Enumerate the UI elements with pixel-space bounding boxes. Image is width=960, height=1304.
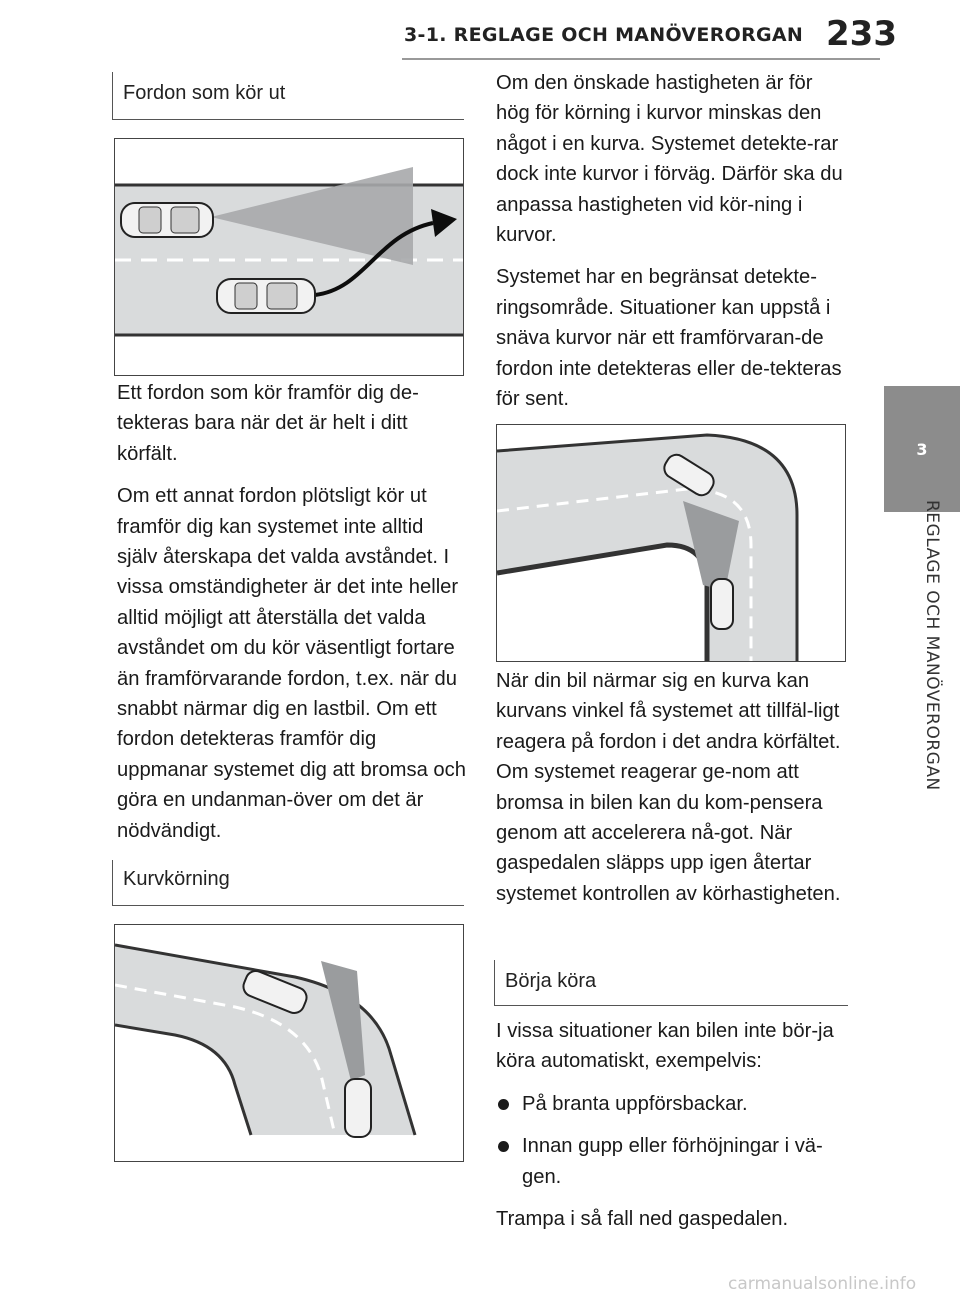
page-number: 233 — [826, 14, 897, 54]
figure-curve-1 — [114, 924, 464, 1162]
car-ahead-icon — [121, 203, 213, 237]
paragraph: I vissa situationer kan bilen inte bör-ja köra automatiskt, exempelvis: — [496, 1020, 834, 1073]
car-own-icon — [217, 279, 315, 313]
chapter-tab — [884, 386, 960, 512]
paragraph: Trampa i så fall ned gaspedalen. — [496, 1208, 789, 1231]
car-own-icon — [345, 1079, 371, 1137]
paragraph: Om ett annat fordon plötsligt kör ut framför dig kan systemet inte alltid själv återskapa det valda avståndet. I vissa omständigheter är det inte heller alltid möjligt att återställa det valda avståndet om du kör väsentligt fortare än framförvarande fordon, t.ex. när du snabbt närmar dig en lastbil. Om ett fordon detekteras framför dig uppmanar systemet dig att bromsa och göra en undanman-över om det är nödvändigt. — [117, 485, 466, 842]
section-title: 3-1. REGLAGE OCH MANÖVERORGAN — [404, 24, 804, 46]
heading-start: Börja köra — [494, 960, 848, 1006]
curve-illustration-1 — [115, 925, 463, 1161]
left-text-block-1 — [117, 378, 467, 858]
paragraph: Systemet har en begränsat detekte-ringsområde. Situationer kan uppstå i snäva kurvor när ett framförvaran-de fordon inte detekteras eller de-tekteras för sent. — [496, 266, 842, 411]
paragraph: När din bil närmar sig en kurva kan kurvans vinkel få systemet att tillfäl-ligt reagera på fordon i det andra körfältet. Om systemet reagerar ge-nom att bromsa in bilen kan du kom-pensera genom att accelerera nå-got. När gaspedalen släpps upp igen återtar systemet kontrollen av körhastigheten. — [496, 670, 841, 905]
curve-illustration-2 — [497, 425, 845, 661]
right-text-block-2 — [496, 666, 846, 921]
paragraph: Ett fordon som kör framför dig de-tekteras bara när det är helt i ditt körfält. — [117, 382, 419, 465]
bullet-item: På branta uppförsbackar. — [496, 1089, 846, 1119]
vehicle-leaving-illustration — [115, 139, 463, 375]
right-text-block-3 — [496, 1016, 846, 1246]
car-own-icon — [711, 579, 733, 629]
figure-curve-2 — [496, 424, 846, 662]
chapter-title: REGLAGE OCH MANÖVERORGAN — [922, 500, 942, 791]
figure-vehicle-leaving — [114, 138, 464, 376]
header-rule — [402, 58, 880, 60]
heading-curve: Kurvkörning — [112, 860, 464, 906]
paragraph: Om den önskade hastigheten är för hög för körning i kurvor minskas den något i en kurva. Systemet detekte-rar dock inte kurvor i förväg. Därför ska du anpassa hastigheten vid kör-ning i kurvor. — [496, 72, 843, 247]
watermark: carmanualsonline.info — [728, 1274, 917, 1294]
bullet-item: Innan gupp eller förhöjningar i vä-gen. — [496, 1131, 846, 1192]
right-text-block-1 — [496, 68, 846, 426]
heading-vehicle-leaving: Fordon som kör ut — [112, 72, 464, 120]
chapter-number: 3 — [916, 439, 928, 459]
